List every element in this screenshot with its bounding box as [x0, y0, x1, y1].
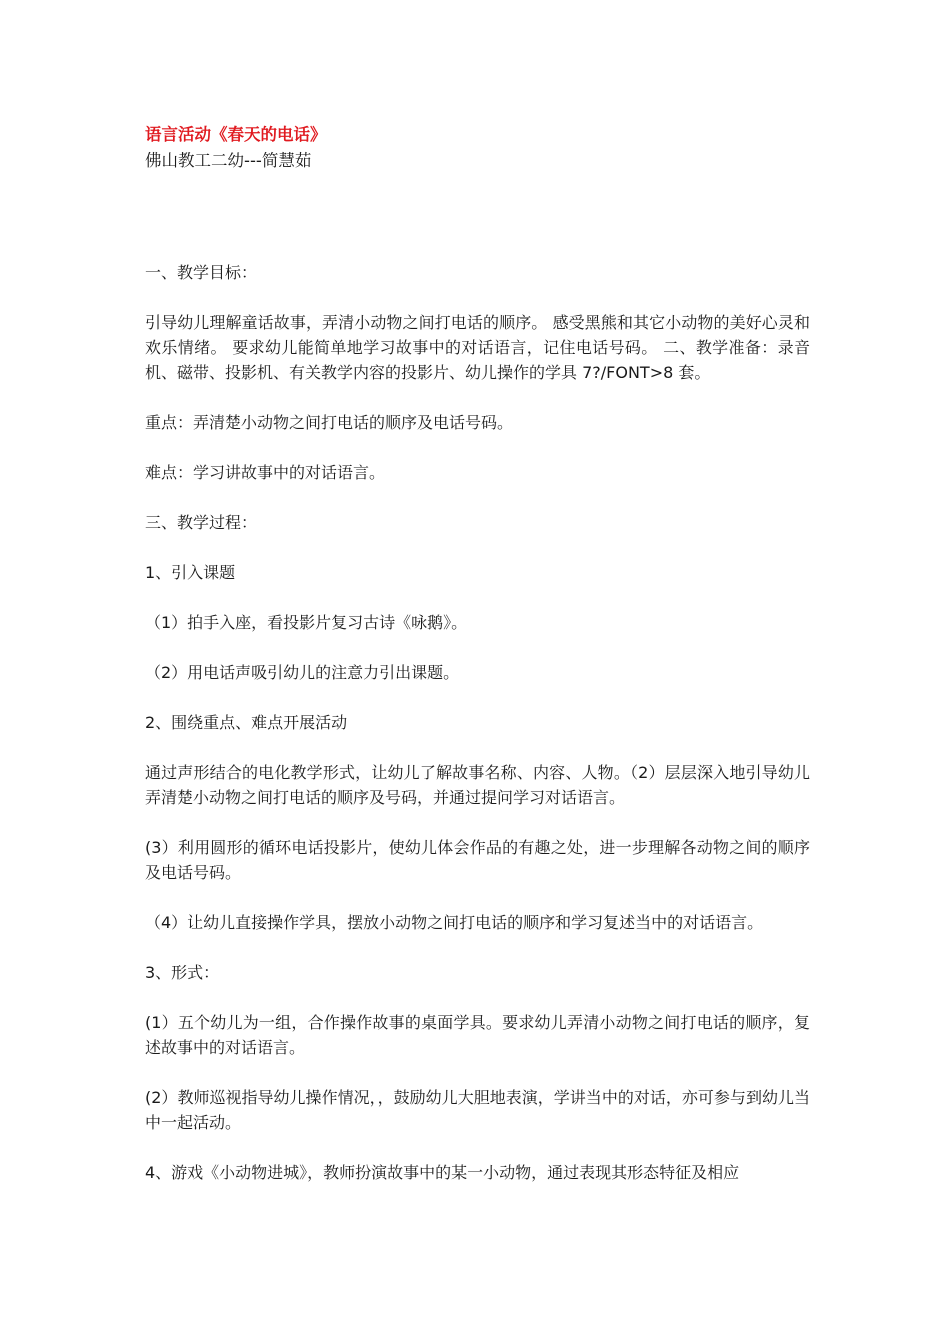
- document-title: 语言活动《春天的电话》: [145, 125, 327, 144]
- spacer: [145, 735, 810, 760]
- paragraph-step-3-1: (1）五个幼儿为一组，合作操作故事的桌面学具。要求幼儿弄清小动物之间打电话的顺序，复述故事中的对话语言。: [145, 1013, 810, 1057]
- spacer: [145, 485, 810, 510]
- paragraph-difficulty: 难点：学习讲故事中的对话语言。: [145, 463, 386, 482]
- spacer: [145, 285, 810, 310]
- spacer: [145, 385, 810, 410]
- spacer: [145, 985, 810, 1010]
- paragraph-step-1-2: （2）用电话声吸引幼儿的注意力引出课题。: [145, 663, 460, 682]
- spacer: [145, 935, 810, 960]
- paragraph-step-1-1: （1）拍手入座，看投影片复习古诗《咏鹅》。: [145, 613, 468, 632]
- spacer: [145, 1135, 810, 1160]
- spacer: [145, 174, 810, 260]
- step-heading-activities: 2、围绕重点、难点开展活动: [145, 713, 348, 732]
- paragraph-step-2-3: (3）利用圆形的循环电话投影片，使幼儿体会作品的有趣之处，进一步理解各动物之间的顺序及电话号码。: [145, 838, 810, 882]
- paragraph-step-4: 4、游戏《小动物进城》，教师扮演故事中的某一小动物，通过表现其形态特征及相应: [145, 1163, 740, 1182]
- step-heading-intro: 1、引入课题: [145, 563, 236, 582]
- spacer: [145, 435, 810, 460]
- step-heading-format: 3、形式：: [145, 963, 220, 982]
- spacer: [145, 635, 810, 660]
- spacer: [145, 685, 810, 710]
- paragraph-key-point: 重点：弄清楚小动物之间打电话的顺序及电话号码。: [145, 413, 514, 432]
- paragraph-objectives-and-preparation: 引导幼儿理解童话故事，弄清小动物之间打电话的顺序。 感受黑熊和其它小动物的美好心灵和欢乐情绪。 要求幼儿能简单地学习故事中的对话语言，记住电话号码。 二、教学准备：录音机、磁带、投影机、有关教学内容的投影片、幼儿操作的学具 7?/FONT>8 套。: [145, 313, 810, 382]
- spacer: [145, 885, 810, 910]
- spacer: [145, 535, 810, 560]
- section-heading-process: 三、教学过程：: [145, 513, 258, 532]
- spacer: [145, 1060, 810, 1085]
- paragraph-step-2-4: （4）让幼儿直接操作学具，摆放小动物之间打电话的顺序和学习复述当中的对话语言。: [145, 913, 764, 932]
- section-heading-objectives: 一、教学目标：: [145, 263, 258, 282]
- paragraph-step-3-2: (2）教师巡视指导幼儿操作情况，，鼓励幼儿大胆地表演，学讲当中的对话，亦可参与到幼儿当中一起活动。: [145, 1088, 810, 1132]
- document-author: 佛山教工二幼---简慧茹: [145, 151, 312, 170]
- spacer: [145, 810, 810, 835]
- paragraph-step-2-1: 通过声形结合的电化教学形式，让幼儿了解故事名称、内容、人物。（2）层层深入地引导幼儿弄清楚小动物之间打电话的顺序及号码，并通过提问学习对话语言。: [145, 763, 810, 807]
- document-page: [145, 122, 810, 1185]
- spacer: [145, 585, 810, 610]
